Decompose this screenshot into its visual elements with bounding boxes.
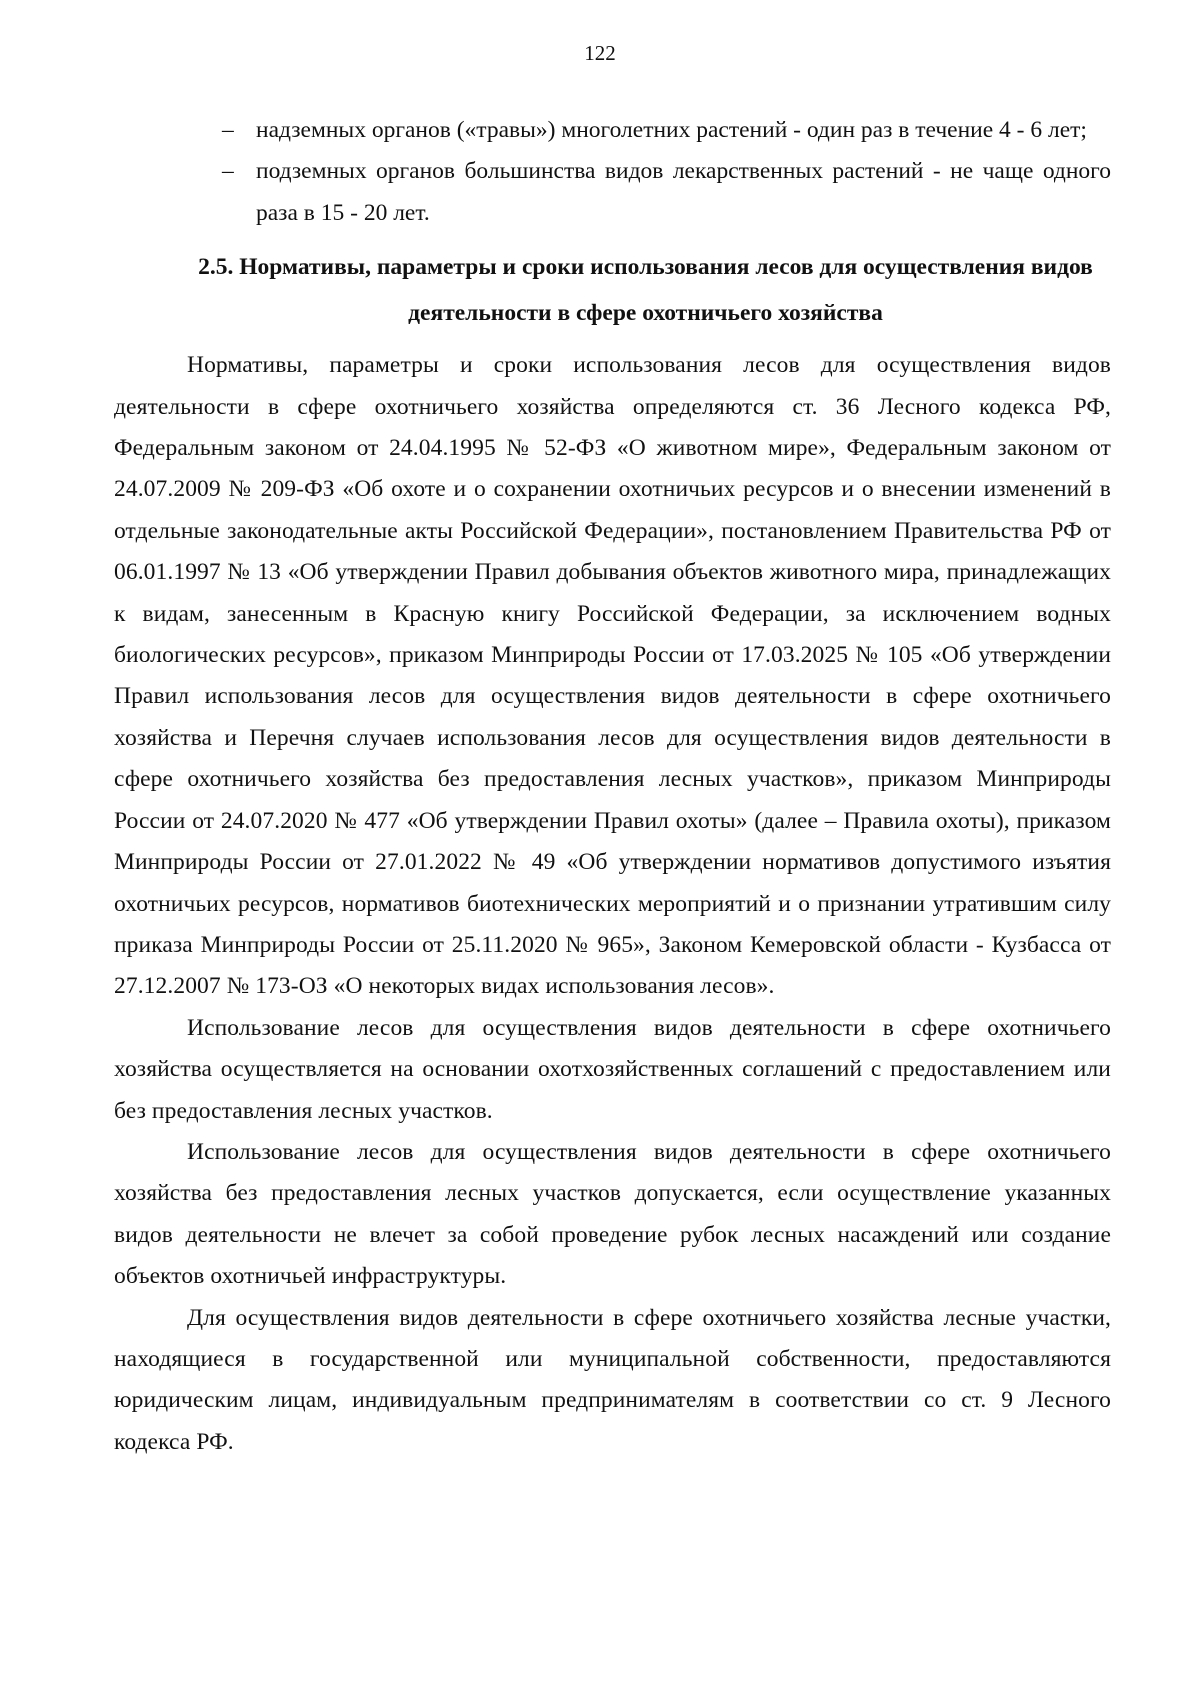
list-item-text: подземных органов большинства видов лекарственных растений - не чаще одного раза в 15 - 20 лет. — [256, 158, 1111, 226]
document-body — [114, 110, 1111, 1463]
dash-marker: – — [222, 117, 234, 143]
paragraph: Использование лесов для осуществления видов деятельности в сфере охотничьего хозяйства без предоставления лесных участков допускается, если осуществление указанных видов деятельности не влечет за собой проведение рубок лесных насаждений или создание объектов охотничьей инфраструктуры. — [114, 1138, 1111, 1290]
dash-marker: – — [222, 158, 234, 185]
paragraph: Для осуществления видов деятельности в сфере охотничьего хозяйства лесные участки, находящиеся в государственной или муниципальной собственности, предоставляются юридическим лицам, индивидуальным предпринимателям в соответствии со ст. 9 Лесного кодекса РФ. — [114, 1304, 1111, 1455]
page-number: 122 — [584, 41, 616, 65]
paragraph: Использование лесов для осуществления видов деятельности в сфере охотничьего хозяйства осуществляется на основании охотхозяйственных соглашений с предоставлением или без предоставления лесных участков. — [114, 1014, 1111, 1124]
dash-list — [114, 110, 1111, 234]
section-heading: 2.5. Нормативы, параметры и сроки использования лесов для осуществления видов деятельности в сфере охотничьего хозяйства — [198, 254, 1093, 327]
paragraph: Нормативы, параметры и сроки использования лесов для осуществления видов деятельности в сфере охотничьего хозяйства определяются ст. 36 Лесного кодекса РФ, Федеральным законом от 24.04.1995 № 52-ФЗ «О животном мире», Федеральным законом от 24.07.2009 № 209-ФЗ «Об охоте и о сохранении охотничьих ресурсов и о внесении изменений в отдельные законодательные акты Российской Федерации», постановлением Правительства РФ от 06.01.1997 № 13 «Об утверждении Правил добывания объектов животного мира, принадлежащих к видам, занесенным в Красную книгу Российской Федерации, за исключением водных биологических ресурсов», приказом Минприроды России от 17.03.2025 № 105 «Об утверждении Правил использования лесов для осуществления видов деятельности в сфере охотничьего хозяйства и Перечня случаев использования лесов для осуществления видов деятельности в сфере охотничьего хозяйства без предоставления лесных участков», приказом Минприроды России от 24.07.2020 № 477 «Об утверждении Правил охоты» (далее – Правила охоты), приказом Минприроды России от 27.01.2022 № 49 «Об утверждении нормативов допустимого изъятия охотничьих ресурсов, нормативов биотехнических мероприятий и о признании утратившим силу приказа Минприроды России от 25.11.2020 № 965», Законом Кемеровской области - Кузбасса от 27.12.2007 № 173-ОЗ «О некоторых видах использования лесов». — [114, 352, 1111, 1000]
list-item — [114, 151, 1111, 234]
list-item — [114, 110, 1111, 151]
list-item-text: надземных органов («травы») многолетних растений - один раз в течение 4 - 6 лет; — [256, 117, 1087, 143]
